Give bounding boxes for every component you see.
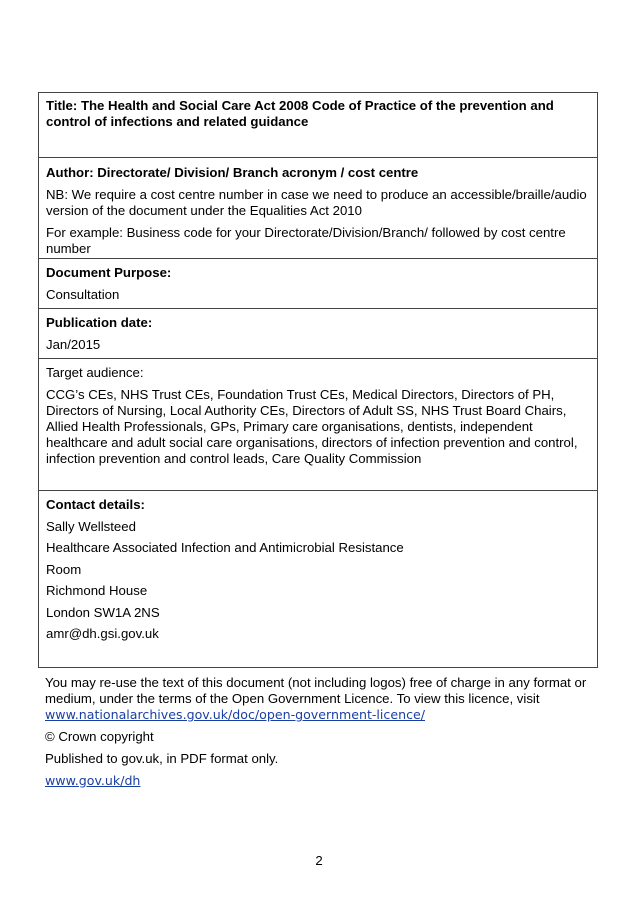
contact-room: Room (46, 561, 82, 577)
author-example: For example: Business code for your Directorate/Division/Branch/ followed by cost centre number (46, 225, 566, 256)
licence-section (45, 675, 593, 795)
author-note: NB: We require a cost centre number in case we need to produce an accessible/braille/audio version of the document under the Equalities Act 2010 (46, 187, 587, 218)
contact-heading: Contact details: (46, 497, 145, 512)
purpose-row (39, 258, 597, 308)
purpose-value: Consultation (46, 287, 120, 302)
title-row (39, 93, 597, 157)
audience-heading: Target audience: (46, 365, 144, 380)
purpose-heading: Document Purpose: (46, 265, 172, 280)
licence-paragraph (45, 675, 593, 723)
author-heading: Author: Directorate/ Division/ Branch acronym / cost centre (46, 165, 419, 180)
audience-row (39, 358, 597, 490)
contact-building: Richmond House (46, 583, 148, 598)
contact-unit: Healthcare Associated Infection and Antimicrobial Resistance (46, 540, 404, 555)
licence-link[interactable]: www.nationalarchives.gov.uk/doc/open-government-licence/ (45, 707, 425, 722)
contact-postcode: London SW1A 2NS (46, 604, 160, 620)
document-title (46, 98, 590, 130)
page-number: 2 (315, 853, 323, 868)
licence-text: You may re-use the text of this document (not including logos) free of charge in any format or medium, under the terms of the Open Government Licence. To view this licence, visit (45, 675, 587, 706)
publication-row (39, 308, 597, 358)
contact-email: amr@dh.gsi.gov.uk (46, 626, 159, 641)
published-text: Published to gov.uk, in PDF format only. (45, 751, 279, 766)
audience-value: CCG’s CEs, NHS Trust CEs, Foundation Trust CEs, Medical Directors, Directors of PH, Directors of Nursing, Local Authority CEs, Directors of Adult SS, NHS Trust Board Chairs, Allied Health Professionals, GPs, Primary care organisations, dentists, independent healthcare and adult social care organisations, directors of infection prevention and control, infection prevention and control leads, Care Quality Commission (46, 387, 578, 466)
document-info-table (38, 92, 598, 668)
copyright-text: © Crown copyright (45, 729, 154, 744)
contact-name: Sally Wellsteed (46, 518, 136, 534)
publication-value: Jan/2015 (46, 337, 101, 352)
publication-heading: Publication date: (46, 315, 153, 330)
title-label: Title: (46, 98, 78, 113)
website-link[interactable]: www.gov.uk/dh (45, 773, 141, 788)
contact-row (39, 490, 597, 667)
title-text: The Health and Social Care Act 2008 Code of Practice of the prevention and control of infections and related guidance (46, 98, 554, 129)
author-row (39, 157, 597, 258)
